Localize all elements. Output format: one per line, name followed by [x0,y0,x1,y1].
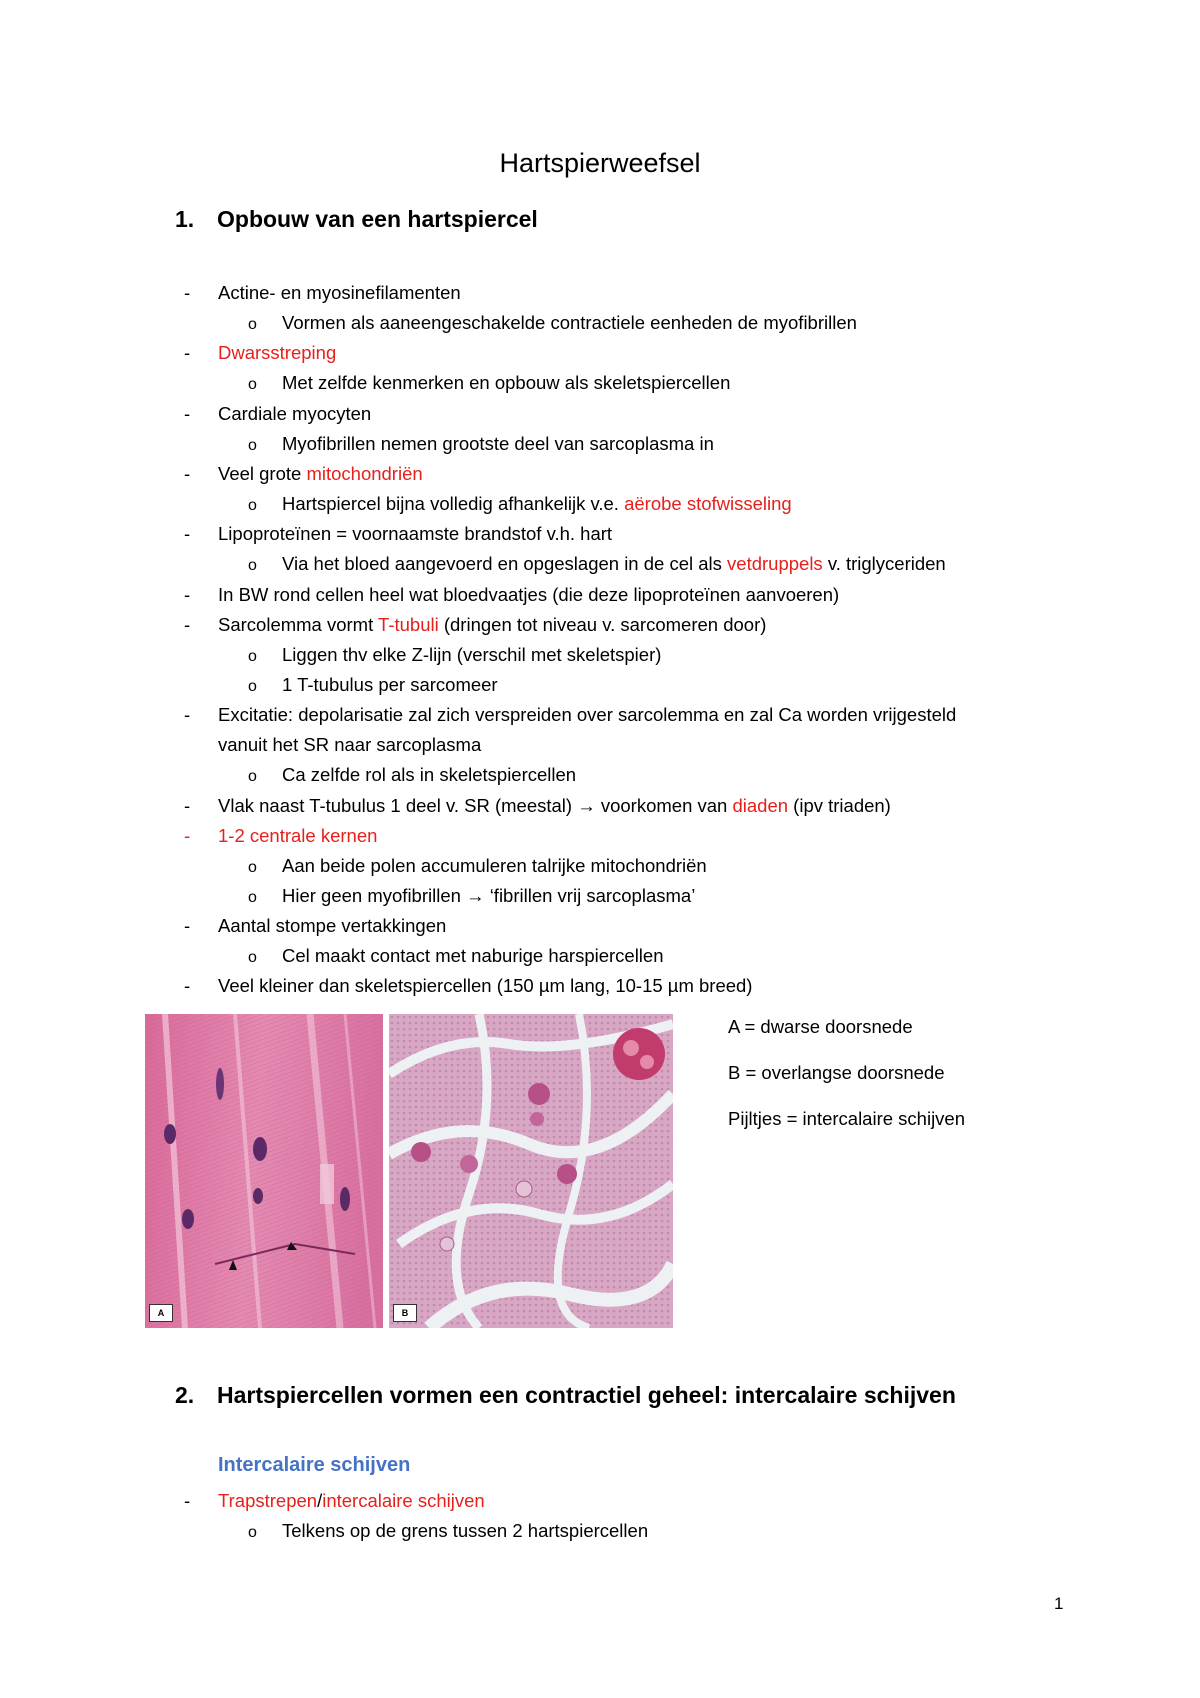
list-item [248,881,695,913]
list-text: v. triglyceriden [822,553,946,575]
figure-b [389,1014,673,1328]
list-marker: - [184,704,191,726]
list-item [184,519,612,549]
list-marker: o [248,497,257,515]
list-text: Sarcolemma vormt [218,613,379,635]
list-marker: - [184,1490,191,1511]
list-marker: o [248,436,257,454]
list-marker: o [248,889,257,906]
list-text: Ca zelfde rol als in skeletspiercellen [282,764,577,786]
list-marker: - [184,462,191,484]
list-marker: o [248,768,257,786]
list-text: Aantal stompe vertakkingen [218,915,447,937]
list-item [184,700,956,730]
list-item [184,911,446,941]
list-item [184,791,891,821]
list-marker: - [184,342,191,364]
list-text: Cel maakt contact met naburige harspiercellen [282,945,664,967]
section-2-heading [175,1382,956,1409]
list-item [248,760,576,792]
list-item [218,730,481,760]
list-text: Lipoproteïnen = voornaamste brandstof v.h. hart [218,523,613,545]
list-text: Telkens op de grens tussen 2 hartspiercellen [282,1520,649,1541]
list-text: Excitatie: depolarisatie zal zich verspreiden over sarcolemma en zal Ca worden vrijgesteld [218,704,957,726]
list-marker: - [184,824,191,846]
figure-a [145,1014,383,1328]
list-marker: - [184,523,191,545]
list-marker: - [184,794,191,816]
list-item [248,489,792,521]
list-marker: o [248,677,257,695]
highlighted-term: mitochondriën [306,462,423,484]
list-marker: - [184,613,191,635]
highlighted-term: diaden [732,794,789,816]
list-text: Vlak naast T-tubulus 1 deel v. SR (meestal) → voorkomen van [218,794,733,816]
list-marker: - [184,402,191,424]
list-marker: o [248,557,257,575]
list-item [184,610,766,640]
list-item [184,278,461,308]
list-text: Actine- en myosinefilamenten [218,282,461,303]
page-number: 1 [1054,1594,1064,1613]
list-item [248,368,730,400]
list-item [248,1516,648,1548]
list-item [248,429,714,461]
list-marker: o [248,1524,257,1541]
list-text: (ipv triaden) [788,794,891,816]
list-text: Myofibrillen nemen grootste deel van sarcoplasma in [282,432,714,454]
legend-b: B = overlangse doorsnede [728,1062,945,1083]
figure-b-label: B [393,1304,417,1322]
list-text: 1 T-tubulus per sarcomeer [282,673,498,695]
highlighted-term: vetdruppels [727,553,823,575]
list-item [248,670,498,702]
list-text: vanuit het SR naar sarcoplasma [218,734,482,756]
highlighted-term: Dwarsstreping [218,342,337,364]
list-item [248,851,707,883]
legend-arrows: Pijltjes = intercalaire schijven [728,1108,966,1129]
list-marker: - [184,282,191,303]
list-item [184,459,423,489]
list-marker: o [248,949,257,967]
list-marker: o [248,647,257,665]
highlighted-term: Trapstrepen [218,1490,318,1511]
list-text: Hartspiercel bijna volledig afhankelijk v.e. [282,493,625,515]
section-2-number: 2. [175,1382,195,1408]
list-marker: - [184,975,191,997]
list-text: Vormen als aaneengeschakelde contractiele eenheden de myofibrillen [282,312,857,334]
list-item [248,941,664,973]
list-item [184,580,839,610]
legend-a: A = dwarse doorsnede [728,1016,913,1037]
highlighted-term: intercalaire schijven [322,1490,485,1511]
list-text: / [317,1490,323,1511]
figure-b-image [389,1014,673,1328]
page-title: Hartspierweefsel [499,148,701,178]
highlighted-term: 1-2 centrale kernen [218,824,378,846]
list-text: Aan beide polen accumuleren talrijke mitochondriën [282,854,707,876]
list-text: Liggen thv elke Z-lijn (verschil met skeletspier) [282,643,662,665]
list-text: Veel kleiner dan skeletspiercellen (150 µm lang, 10-15 µm breed) [218,975,753,997]
highlighted-term: T-tubuli [378,613,439,635]
list-item [184,821,377,851]
list-item [248,549,946,581]
section-2-title: Hartspiercellen vormen een contractiel geheel: intercalaire schijven [217,1382,956,1408]
list-text: Via het bloed aangevoerd en opgeslagen in de cel als [282,553,728,575]
subheading-intercalaire-schijven: Intercalaire schijven [218,1454,411,1476]
list-text: In BW rond cellen heel wat bloedvaatjes (die deze lipoproteïnen aanvoeren) [218,583,840,605]
list-text: Veel grote [218,462,307,484]
list-text: Met zelfde kenmerken en opbouw als skeletspiercellen [282,372,731,394]
list-item [184,338,336,368]
section-1-heading [175,206,538,233]
figure-a-image [145,1014,383,1328]
list-text: Hier geen myofibrillen → ‘fibrillen vrij sarcoplasma’ [282,885,696,906]
list-marker: o [248,858,257,876]
figure-a-label: A [149,1304,173,1322]
list-item [248,308,857,340]
section-1-title: Opbouw van een hartspiercel [217,206,538,232]
list-item [184,971,752,1001]
section-1-number: 1. [175,206,195,232]
list-item [184,399,371,429]
list-text: Cardiale myocyten [218,402,372,424]
list-marker: - [184,583,191,605]
list-marker: o [248,376,257,394]
list-marker: o [248,316,257,334]
highlighted-term: aërobe stofwisseling [624,493,792,515]
list-marker: - [184,915,191,937]
list-item [184,1486,485,1516]
list-item [248,640,661,672]
list-text: (dringen tot niveau v. sarcomeren door) [438,613,767,635]
